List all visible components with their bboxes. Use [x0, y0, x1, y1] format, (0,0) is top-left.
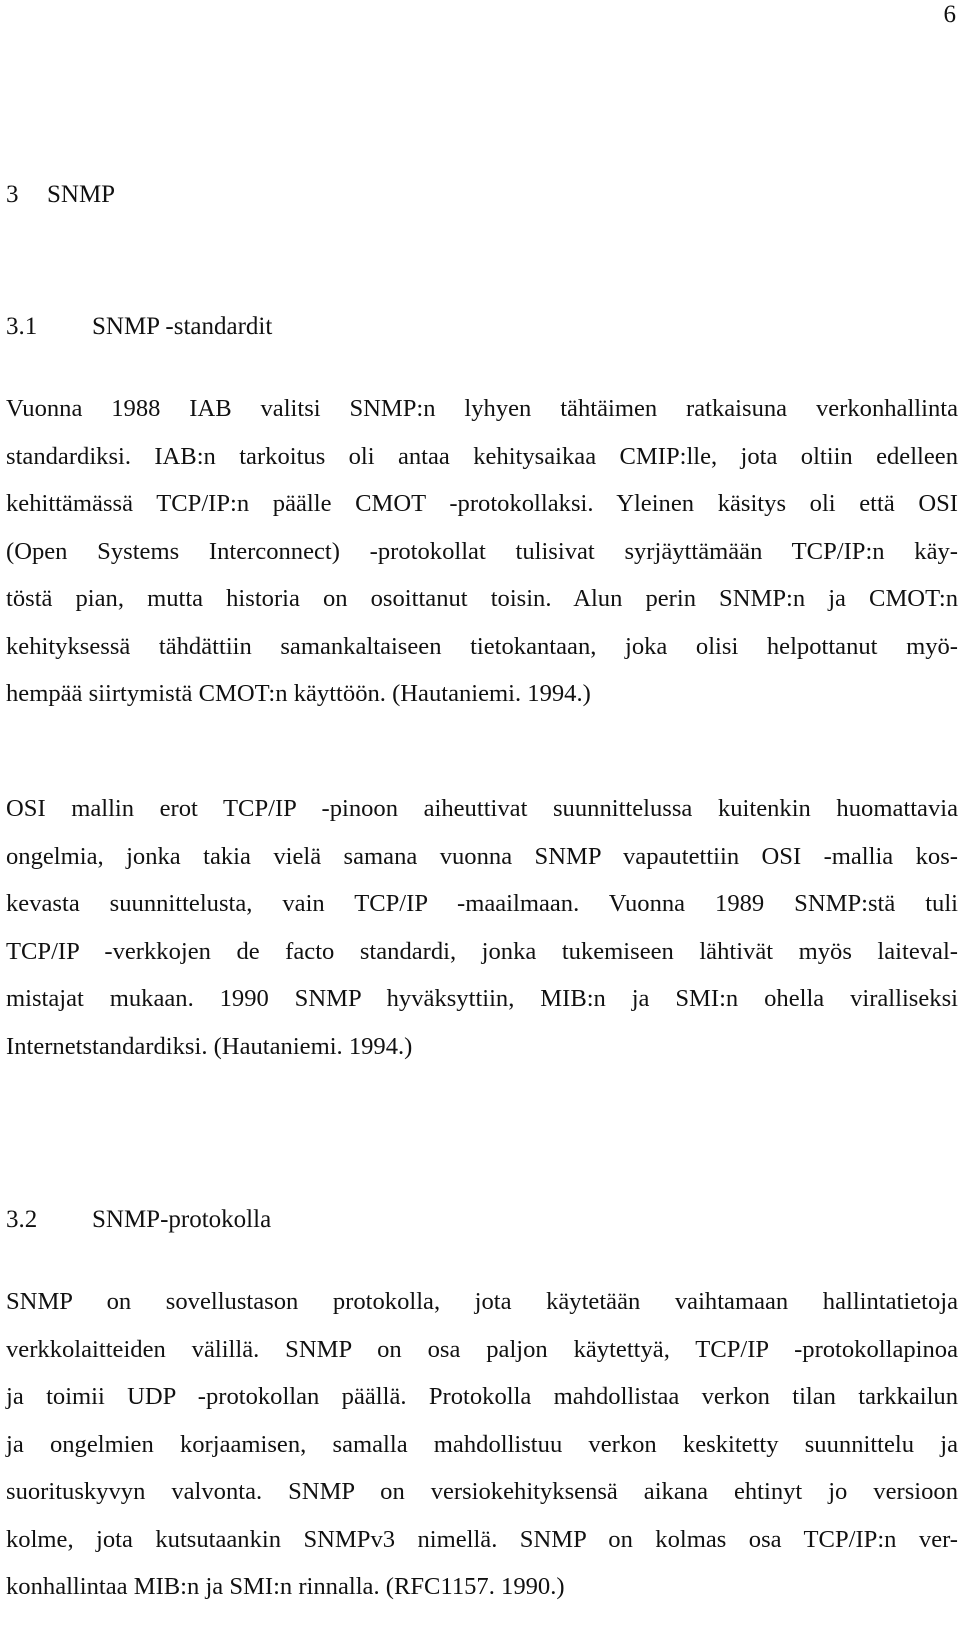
- text-line: Vuonna 1988 IAB valitsi SNMP:n lyhyen tähtäimen ratkaisuna verkonhallinta: [6, 395, 958, 422]
- text-line: suorituskyvyn valvonta. SNMP on versiokehityksensä aikana ehtinyt jo versioon: [6, 1478, 958, 1505]
- text-line: TCP/IP -verkkojen de facto standardi, jonka tukemiseen lähtivät myös laiteval-: [6, 937, 958, 965]
- text-line: Internetstandardiksi. (Hautaniemi. 1994.): [6, 1032, 413, 1060]
- section-number: 3.1: [6, 313, 38, 340]
- section-title: SNMP-protokolla: [92, 1206, 272, 1233]
- section-heading-3-1: [6, 312, 272, 342]
- text-line: standardiksi. IAB:n tarkoitus oli antaa kehitysaikaa CMIP:lle, jota oltiin edelleen: [6, 442, 958, 470]
- text-line: (Open Systems Interconnect) -protokollat tulisivat syrjäyttämään TCP/IP:n käy-: [6, 537, 958, 565]
- chapter-heading: [6, 180, 115, 210]
- text-line: mistajat mukaan. 1990 SNMP hyväksyttiin, MIB:n ja SMI:n ohella viralliseksi: [6, 985, 958, 1012]
- section-title: SNMP -standardit: [92, 313, 273, 340]
- page-number: 6: [943, 1, 956, 28]
- text-line: verkkolaitteiden välillä. SNMP on osa paljon käytettyä, TCP/IP -protokollapinoa: [6, 1335, 958, 1363]
- section-number: 3.2: [6, 1206, 38, 1233]
- text-line: ja ongelmien korjaamisen, samalla mahdollistuu verkon keskitetty suunnittelu ja: [6, 1430, 958, 1458]
- text-line: kolme, jota kutsutaankin SNMPv3 nimellä. SNMP on kolmas osa TCP/IP:n ver-: [6, 1525, 958, 1553]
- text-line: konhallintaa MIB:n ja SMI:n rinnalla. (RFC1157. 1990.): [6, 1573, 565, 1600]
- paragraph-snmp-protocol: [6, 1278, 958, 1611]
- text-line: ongelmia, jonka takia vielä samana vuonna SNMP vapautettiin OSI -mallia kos-: [6, 842, 958, 870]
- chapter-title: SNMP: [47, 181, 116, 208]
- text-line: kehittämässä TCP/IP:n päälle CMOT -protokollaksi. Yleinen käsitys oli että OSI: [6, 490, 958, 517]
- paragraph-snmp-standards-1: [6, 385, 958, 718]
- text-line: ja toimii UDP -protokollan päällä. Protokolla mahdollistaa verkon tilan tarkkailun: [6, 1383, 958, 1410]
- paragraph-snmp-standards-2: [6, 785, 958, 1070]
- text-line: kehityksessä tähdättiin samankaltaiseen tietokantaan, joka olisi helpottanut myö-: [6, 632, 958, 660]
- text-line: SNMP on sovellustason protokolla, jota käytetään vaihtamaan hallintatietoja: [6, 1288, 958, 1315]
- section-heading-3-2: [6, 1205, 271, 1235]
- text-line: kevasta suunnittelusta, vain TCP/IP -maailmaan. Vuonna 1989 SNMP:stä tuli: [6, 890, 958, 917]
- text-line: töstä pian, mutta historia on osoittanut toisin. Alun perin SNMP:n ja CMOT:n: [6, 585, 958, 612]
- text-line: hempää siirtymistä CMOT:n käyttöön. (Hautaniemi. 1994.): [6, 680, 591, 707]
- chapter-number: 3: [6, 181, 19, 208]
- text-line: OSI mallin erot TCP/IP -pinoon aiheuttivat suunnittelussa kuitenkin huomattavia: [6, 795, 958, 822]
